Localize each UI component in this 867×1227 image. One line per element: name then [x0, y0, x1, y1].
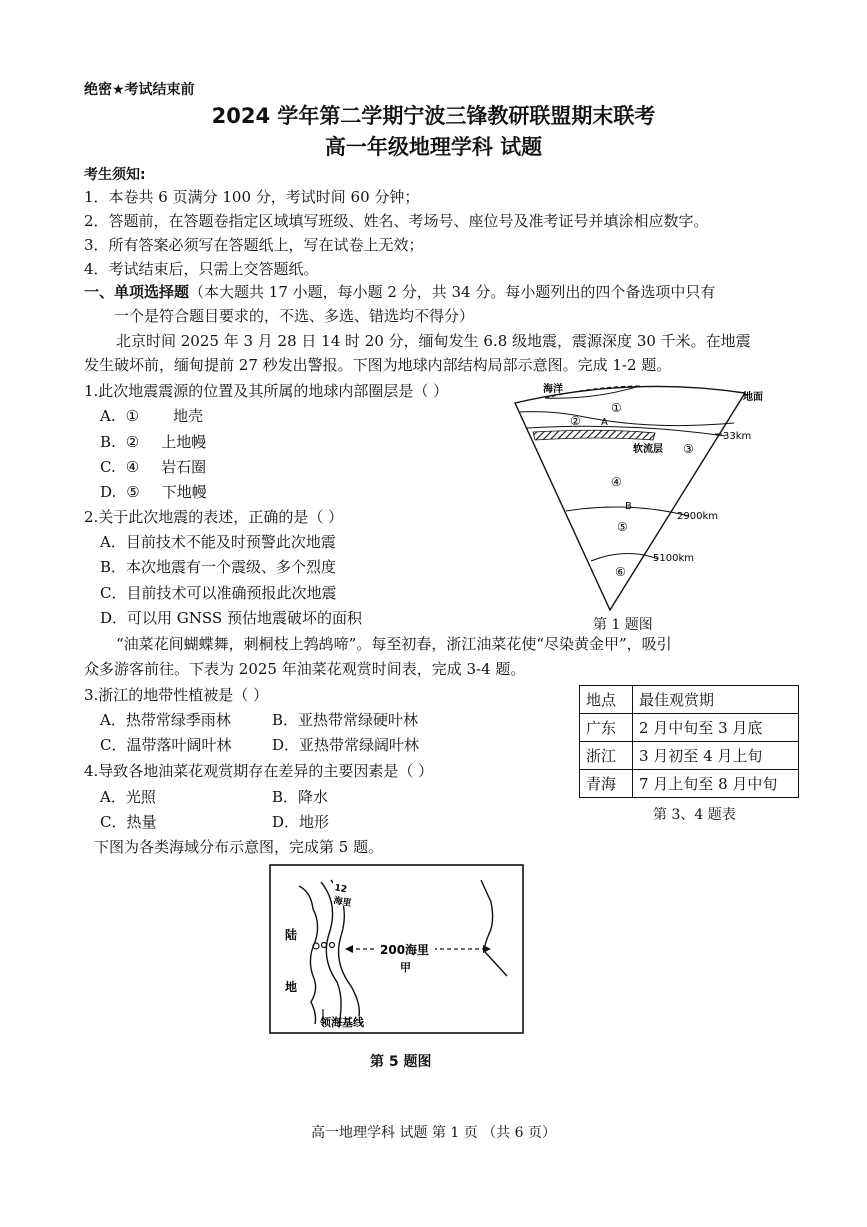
arrow-head-right: [483, 945, 491, 953]
inner-core-boundary: [591, 553, 658, 561]
coastline: [299, 886, 318, 1024]
depth-2900-label: 2900km: [677, 511, 718, 522]
distance-200-label: 200海里: [380, 943, 430, 957]
answer-option: A．热带常绿季雨林: [100, 711, 231, 729]
depth-5100-label: 5100km: [653, 553, 694, 564]
table-cell: 2 月中旬至 3 月底: [633, 714, 799, 742]
boundary-b-label: B: [625, 501, 632, 512]
table-row: [580, 770, 799, 798]
answer-option: D．可以用 GNSS 预估地震破坏的面积: [100, 609, 362, 627]
viewing-period-table: [579, 685, 799, 798]
answer-option: D. ⑤ 下地幔: [100, 483, 207, 501]
answer-option: B．降水: [272, 788, 329, 806]
answer-option: D．地形: [272, 813, 330, 831]
baseline-label: 领海基线: [320, 1016, 364, 1029]
intro-paragraph: 发生破坏前，缅甸提前 27 秒发出警报。下图为地球内部结构局部示意图。完成 1-2 题。: [84, 356, 672, 374]
question-stem: 4.导致各地油菜花观赏期存在差异的主要因素是（ ）: [84, 762, 434, 780]
intro-paragraph: “油菜花间蝴蝶舞，刺桐枝上鹁鸪啼”。每至初春，浙江油菜花使“尽染黄金甲”，吸引: [116, 635, 672, 653]
question-stem: 3.浙江的地带性植被是（ ）: [84, 686, 269, 704]
page-footer: 高一地理学科 试题 第 1 页 （共 6 页）: [311, 1125, 556, 1141]
land-label-2: 地: [285, 980, 298, 994]
answer-option: C．热量: [100, 813, 157, 831]
layer-3-label: ③: [683, 442, 694, 456]
section-label: 一、单项选择题: [84, 283, 190, 301]
boundary-a-label: A: [601, 417, 608, 428]
answer-option: C. ④ 岩石圈: [100, 458, 207, 476]
depth-33-label: 33km: [723, 431, 752, 442]
intro-paragraph: 下图为各类海域分布示意图，完成第 5 题。: [94, 838, 384, 856]
notice-heading: 考生须知:: [84, 167, 146, 183]
layer-2-label: ②: [570, 414, 581, 428]
island: [322, 943, 327, 948]
table-header-cell: 最佳观赏期: [633, 686, 799, 714]
eez-boundary: [481, 880, 507, 976]
table-cell: 浙江: [580, 742, 633, 770]
table-cell: 广东: [580, 714, 633, 742]
answer-option: B．本次地震有一个震级、多个烈度: [100, 558, 337, 576]
zone-jia-label: 甲: [400, 961, 411, 974]
ocean-label: 海洋: [543, 384, 563, 395]
intro-paragraph: 众多游客前往。下表为 2025 年油菜花观赏时间表，完成 3-4 题。: [84, 660, 526, 678]
table-cell: 7 月上旬至 8 月中旬: [633, 770, 799, 798]
answer-option: A．光照: [100, 788, 156, 806]
exam-title: 2024 学年第二学期宁波三锋教研联盟期末联考: [211, 104, 656, 128]
surface-label: 地面: [743, 392, 763, 403]
table-header-row: [580, 686, 799, 714]
section-rule: （本大题共 17 小题，每小题 2 分，共 34 分。每小题列出的四个备选项中只有: [189, 283, 716, 301]
table-row: [580, 714, 799, 742]
table-cell: 3 月初至 4 月上旬: [633, 742, 799, 770]
moho-boundary: [519, 412, 734, 426]
answer-option: D．亚热带常绿阔叶林: [272, 736, 420, 754]
notice-item: 1．本卷共 6 页满分 100 分，考试时间 60 分钟；: [84, 188, 420, 206]
nautical-mile-label: 海里: [332, 896, 353, 910]
asthenosphere-label: 软流层: [633, 444, 663, 455]
answer-option: A. ① 地壳: [100, 407, 204, 425]
asthenosphere-band: [533, 430, 655, 440]
sea-zones-diagram: [269, 864, 525, 1036]
layer-1-label: ①: [611, 401, 622, 415]
answer-option: C．温带落叶阔叶林: [100, 736, 232, 754]
table-header-cell: 地点: [580, 686, 633, 714]
wedge-outline: [515, 386, 745, 610]
layer-5-label: ⑤: [617, 520, 628, 534]
answer-option: B. ② 上地幔: [100, 433, 207, 451]
answer-option: C．目前技术可以准确预报此次地震: [100, 584, 337, 602]
nm12-label: 12: [333, 883, 348, 896]
section-rule-continued: 一个是符合题目要求的，不选、多选、错选均不得分）: [114, 307, 475, 325]
table-caption: 第 3、4 题表: [653, 807, 736, 823]
notice-item: 4．考试结束后，只需上交答题纸。: [84, 260, 319, 278]
intro-paragraph: 北京时间 2025 年 3 月 28 日 14 时 20 分，缅甸发生 6.8 级地震，震源深度 30 千米。在地震: [116, 332, 751, 350]
table-cell: 青海: [580, 770, 633, 798]
notice-item: 3．所有答案必须写在答题纸上，写在试卷上无效；: [84, 236, 424, 254]
answer-option: A．目前技术不能及时预警此次地震: [100, 533, 336, 551]
land-label-1: 陆: [285, 928, 298, 942]
island: [330, 943, 335, 948]
question-stem: 2.关于此次地震的表述，正确的是（ ）: [84, 508, 344, 526]
figure-1-caption: 第 1 题图: [593, 617, 653, 633]
question-stem: 1.此次地震震源的位置及其所属的地球内部圈层是（ ）: [84, 382, 449, 400]
arrow-head-left: [345, 945, 353, 953]
figure-5-caption: 第 5 题图: [370, 1054, 432, 1070]
answer-option: B．亚热带常绿硬叶林: [272, 711, 419, 729]
section-heading: [84, 281, 715, 302]
notice-item: 2．答题前，在答题卷指定区域填写班级、姓名、考场号、座位号及准考证号并填涂相应数字。: [84, 212, 709, 230]
layer-6-label: ⑥: [615, 565, 626, 579]
layer-4-label: ④: [611, 475, 622, 489]
earth-interior-diagram: [505, 378, 785, 633]
confidential-mark: 绝密★考试结束前: [84, 82, 195, 98]
table-row: [580, 742, 799, 770]
exam-subtitle: 高一年级地理学科 试题: [324, 135, 543, 159]
